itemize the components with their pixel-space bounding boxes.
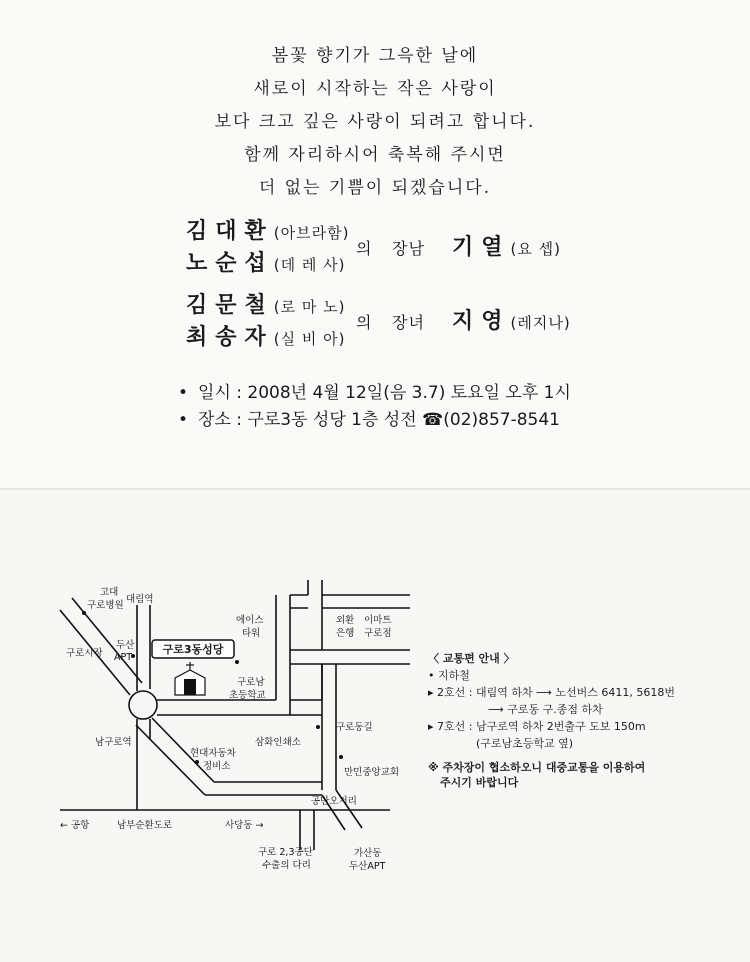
groom-father-alias: (아브라함) bbox=[273, 224, 350, 242]
groom-father-name: 김대환 bbox=[186, 219, 274, 244]
note-line: 주시기 바랍니다 bbox=[440, 776, 519, 789]
map-label: 구로동길 bbox=[336, 722, 373, 733]
guide-line7-b: (구로남초등학교 옆) bbox=[476, 737, 574, 750]
location-map bbox=[0, 560, 420, 890]
groom-alias: (요 셉) bbox=[510, 240, 561, 258]
bride-mother bbox=[186, 320, 345, 351]
map-label: 구로남 bbox=[237, 677, 265, 688]
map-label: 두산 bbox=[116, 640, 135, 651]
map-label: 사당동 → bbox=[225, 820, 264, 831]
map-label: 정비소 bbox=[203, 761, 231, 772]
fold-line bbox=[0, 488, 750, 490]
map-label: 두산APT bbox=[349, 861, 386, 872]
phone-number: (02)857-8541 bbox=[443, 410, 560, 430]
church-icon bbox=[175, 662, 205, 695]
poem-line: 봄꽃 향기가 그윽한 날에 bbox=[271, 46, 479, 66]
map-label: 삼화인쇄소 bbox=[255, 737, 301, 748]
bullet: • bbox=[178, 383, 189, 403]
bullet: • bbox=[178, 410, 189, 430]
datetime-label: 일시 : bbox=[198, 383, 243, 403]
map-label: 타워 bbox=[242, 628, 261, 639]
bride-particle: 의 bbox=[356, 313, 373, 332]
map-label: 초등학교 bbox=[229, 690, 266, 701]
guide-title: 〈 교통편 안내 〉 bbox=[428, 652, 515, 665]
map-label: 은행 bbox=[336, 628, 355, 639]
parking-note bbox=[428, 760, 645, 790]
map-label: 공단오거리 bbox=[311, 796, 357, 807]
map-label: 이마트 bbox=[364, 615, 392, 626]
poem-line: 새로이 시작하는 작은 사랑이 bbox=[253, 79, 497, 99]
church-label: 구로3동성당 bbox=[162, 643, 224, 656]
map-label: 구로병원 bbox=[87, 600, 124, 611]
bride-relation: 장녀 bbox=[392, 313, 425, 332]
guide-subway: • 지하철 bbox=[428, 669, 470, 682]
bride-name: 지영 bbox=[452, 309, 511, 334]
map-label: 구로시장 bbox=[66, 648, 103, 659]
poem-line: 함께 자리하시어 축복해 주시면 bbox=[244, 145, 506, 165]
map-label: 현대자동차 bbox=[190, 748, 236, 759]
poem-line: 보다 크고 깊은 사랑이 되려고 합니다. bbox=[214, 112, 536, 132]
groom-father bbox=[186, 214, 349, 245]
groom-mother bbox=[186, 246, 345, 277]
datetime-value: 2008년 4월 12일(음 3.7) 토요일 오후 1시 bbox=[247, 383, 571, 403]
groom-relation: 장남 bbox=[392, 239, 425, 258]
place-label: 장소 : bbox=[198, 410, 243, 430]
map-label: 구로점 bbox=[364, 628, 392, 639]
datetime-line bbox=[178, 378, 571, 403]
map-label: 구로 2,3공단 bbox=[258, 847, 313, 858]
bride-mother-name: 최송자 bbox=[186, 325, 274, 350]
note-line: ※ 주차장이 협소하오니 대중교통을 이용하여 bbox=[428, 761, 646, 774]
guide-line7: ▸ 7호선 : 남구로역 하차 2번출구 도보 150m bbox=[428, 720, 646, 733]
bride-father-name: 김문철 bbox=[186, 293, 274, 318]
map-label: 에이스 bbox=[236, 615, 264, 626]
bride-alias: (레지나) bbox=[510, 314, 571, 332]
invitation-poem bbox=[0, 40, 750, 205]
guide-line2-b: ⟶ 구로동 구.종점 하차 bbox=[488, 703, 603, 716]
map-label: 외환 bbox=[336, 615, 355, 626]
groom-mother-name: 노순섭 bbox=[186, 251, 274, 276]
roundabout bbox=[129, 691, 157, 719]
place-value: 구로3동 성당 1층 성전 bbox=[247, 410, 417, 430]
map-label: APT bbox=[114, 652, 133, 663]
groom-name: 기열 bbox=[452, 235, 511, 260]
groom-particle: 의 bbox=[356, 239, 373, 258]
groom-mother-alias: (데 레 사) bbox=[273, 256, 346, 274]
bride-father bbox=[186, 288, 345, 319]
bride bbox=[452, 304, 571, 335]
transport-guide bbox=[428, 650, 675, 752]
map-label: 수출의 다리 bbox=[262, 860, 311, 871]
bride-father-alias: (로 마 노) bbox=[273, 298, 346, 316]
map-label: 대림역 bbox=[126, 594, 154, 605]
map-label: ← 공항 bbox=[60, 820, 90, 831]
map-label: 남부순환도로 bbox=[117, 820, 173, 831]
guide-line2: ▸ 2호선 : 대림역 하차 ⟶ 노선버스 6411, 5618번 bbox=[428, 686, 675, 699]
map-label: 남구로역 bbox=[95, 737, 132, 748]
poem-line: 더 없는 기쁨이 되겠습니다. bbox=[258, 178, 492, 198]
place-line bbox=[178, 405, 560, 430]
map-label: 가산동 bbox=[354, 848, 382, 859]
groom bbox=[452, 230, 561, 261]
bride-mother-alias: (실 비 아) bbox=[273, 330, 346, 348]
phone-icon: ☎ bbox=[422, 410, 444, 430]
map-label: 고대 bbox=[100, 587, 119, 598]
map-label: 만민중앙교회 bbox=[344, 767, 400, 778]
